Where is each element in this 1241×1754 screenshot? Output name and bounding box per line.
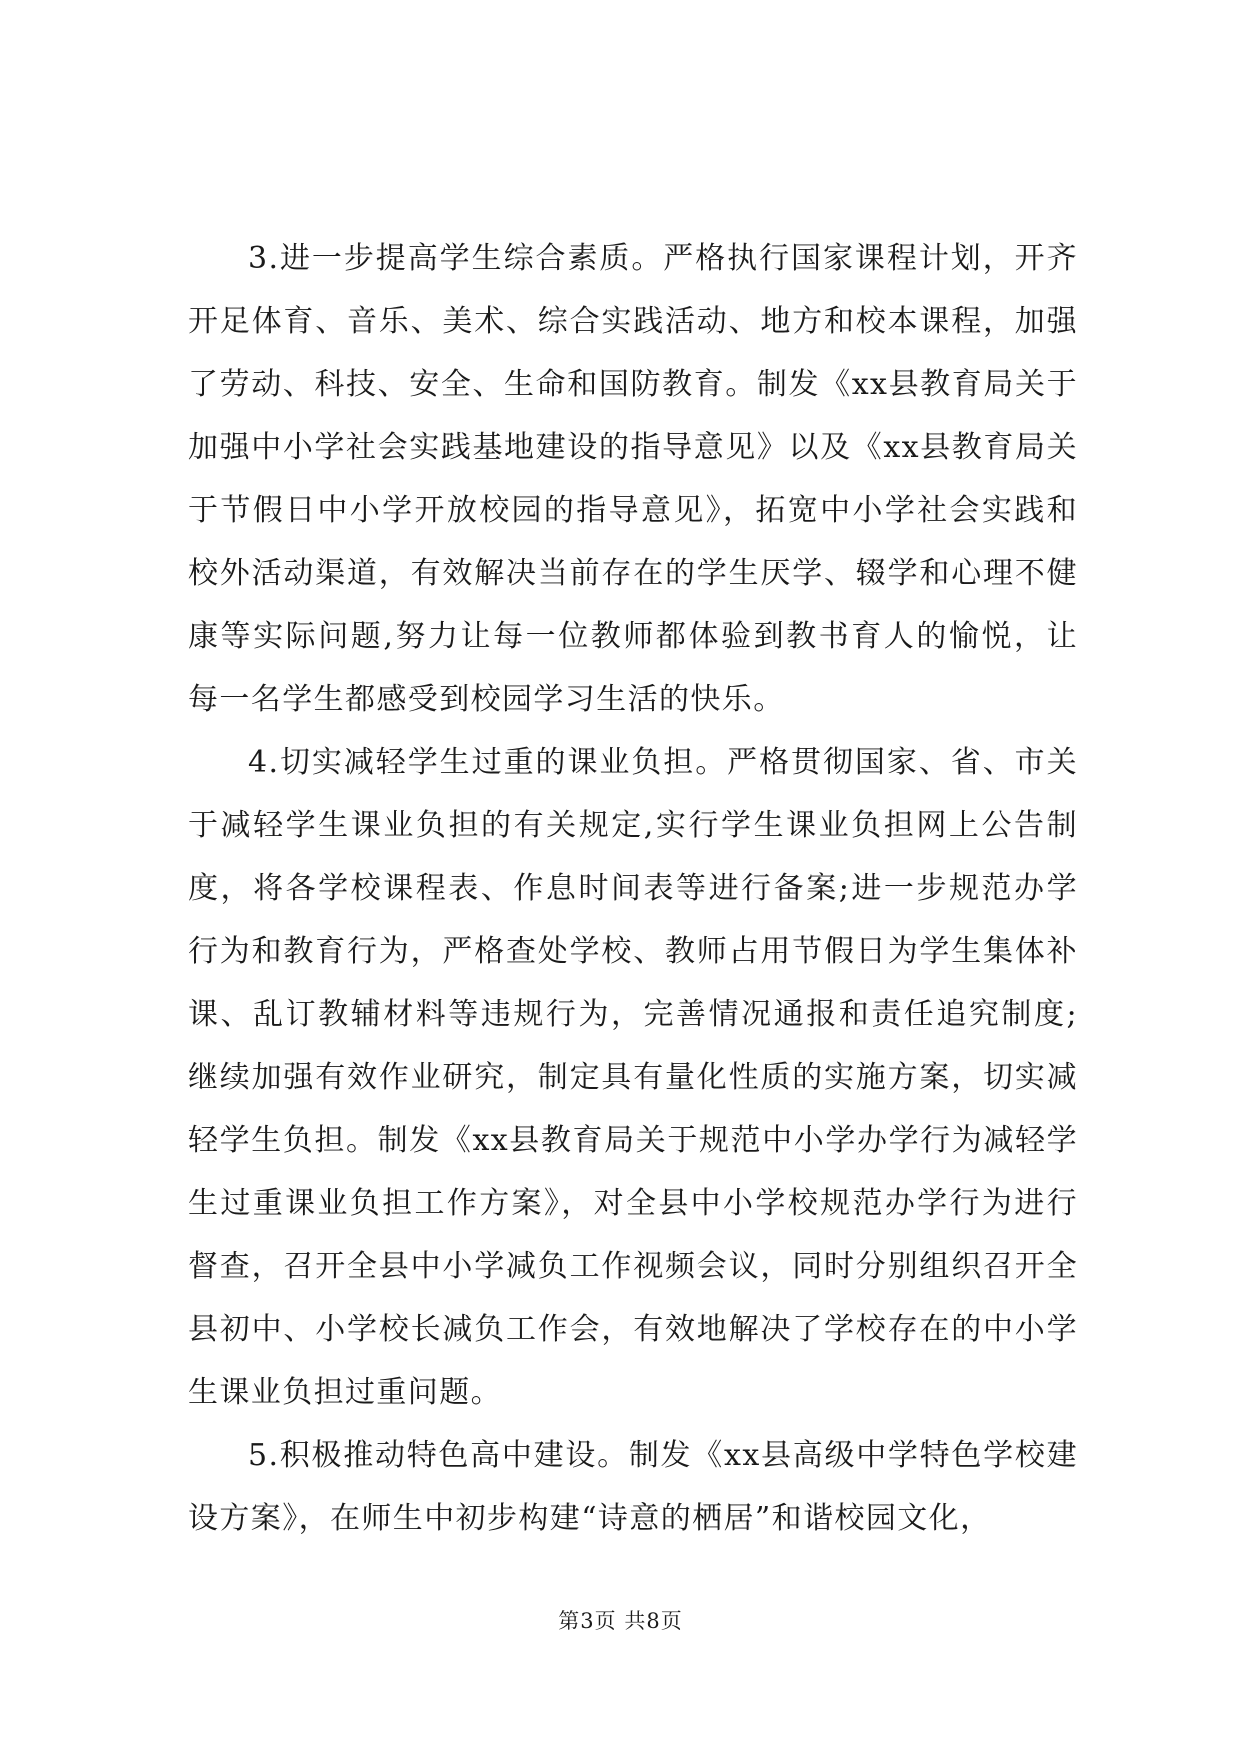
paragraph-4-reduce-burden: 4.切实减轻学生过重的课业负担。严格贯彻国家、省、市关于减轻学生课业负担的有关规定,实行学生课业负担网上公告制度，将各学校课程表、作息时间表等进行备案;进一步规范办学行为和教育行为，严格查处学校、教师占用节假日为学生集体补课、乱订教辅材料等违规行为，完善情况通报和责任追究制度;继续加强有效作业研究，制定具有量化性质的实施方案，切实减轻学生负担。制发《xx县教育局关于规范中小学办学行为减轻学生过重课业负担工作方案》，对全县中小学校规范办学行为进行督查，召开全县中小学减负工作视频会议，同时分别组织召开全县初中、小学校长减负工作会，有效地解决了学校存在的中小学生课业负担过重问题。 — [188, 745, 1078, 1410]
paragraph-5-featured-high-school: 5.积极推动特色高中建设。制发《xx县高级中学特色学校建设方案》，在师生中初步构建“诗意的栖居”和谐校园文化， — [188, 1438, 1078, 1536]
document-body — [188, 227, 1078, 1550]
paragraph-3-student-quality: 3.进一步提高学生综合素质。严格执行国家课程计划，开齐开足体育、音乐、美术、综合实践活动、地方和校本课程，加强了劳动、科技、安全、生命和国防教育。制发《xx县教育局关于加强中小学社会实践基地建设的指导意见》以及《xx县教育局关于节假日中小学开放校园的指导意见》，拓宽中小学社会实践和校外活动渠道，有效解决当前存在的学生厌学、辍学和心理不健康等实际问题,努力让每一位教师都体验到教书育人的愉悦，让每一名学生都感受到校园学习生活的快乐。 — [188, 241, 1078, 717]
page-number-footer: 第3页 共8页 — [558, 1609, 683, 1633]
